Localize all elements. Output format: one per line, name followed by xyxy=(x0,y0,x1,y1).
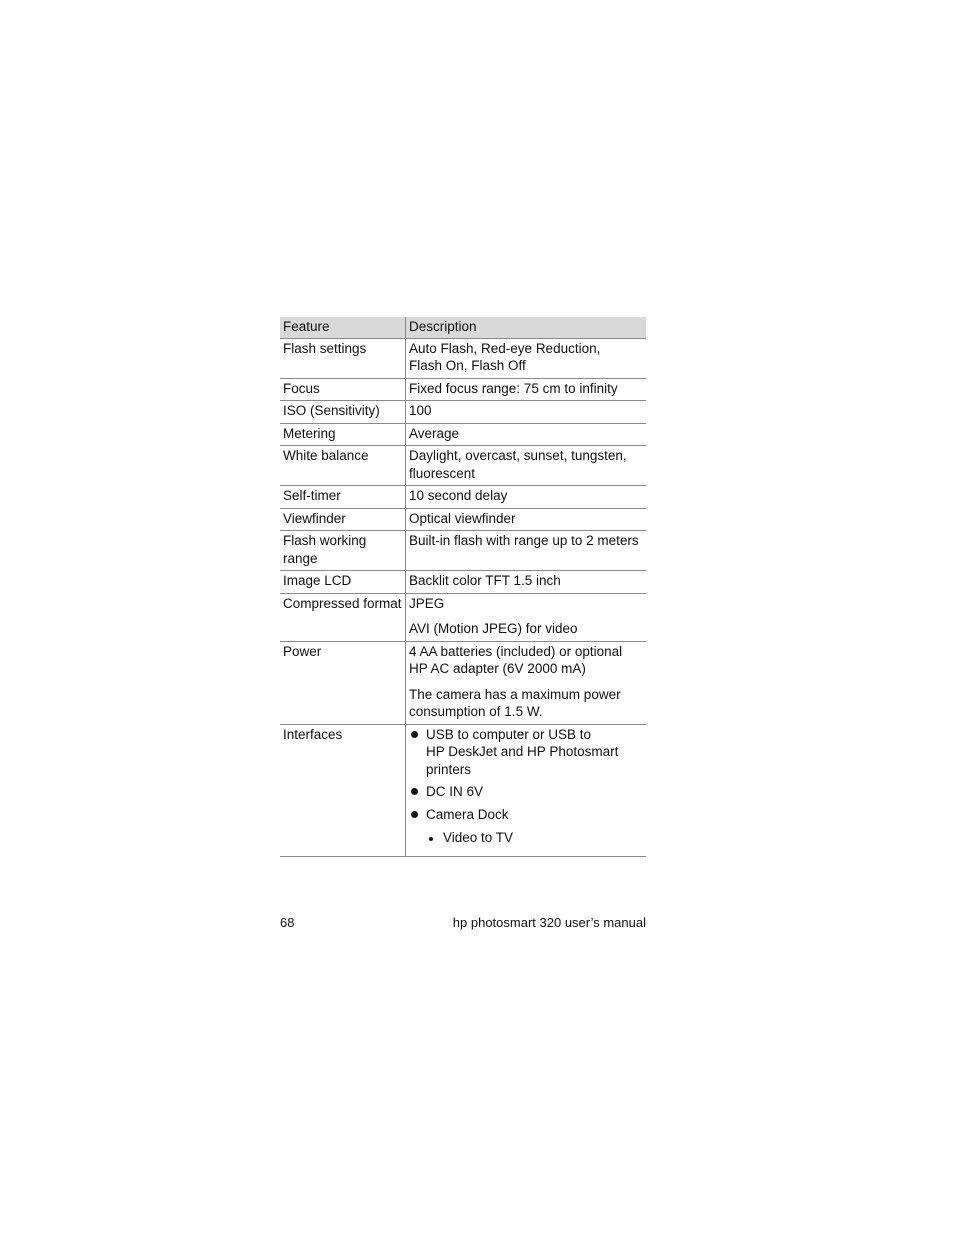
page-number: 68 xyxy=(280,915,295,930)
description-paragraph xyxy=(409,643,643,678)
table-row xyxy=(280,571,646,594)
description-cell xyxy=(406,593,647,641)
description-line: Backlit color TFT 1.5 inch xyxy=(409,573,561,588)
description-line: 100 xyxy=(409,403,432,418)
header-description: Description xyxy=(406,317,647,338)
feature-cell: Power xyxy=(280,641,406,724)
list-item xyxy=(409,806,643,847)
table-header-row xyxy=(280,317,646,338)
description-cell xyxy=(406,571,647,594)
table-row xyxy=(280,378,646,401)
description-cell xyxy=(406,641,647,724)
table-row xyxy=(280,508,646,531)
description-line: 4 AA batteries (included) or optional xyxy=(409,643,623,659)
sub-bullet-icon xyxy=(429,837,433,841)
description-line: Average xyxy=(409,425,460,441)
table-row xyxy=(280,724,646,856)
description-line: fluorescent xyxy=(409,465,476,481)
bullet-line: DC IN 6V xyxy=(426,784,484,799)
description-line: Auto Flash, Red-eye Reduction, xyxy=(409,340,601,356)
description-line: consumption of 1.5 W. xyxy=(409,704,543,719)
list-item xyxy=(426,829,643,847)
bullet-icon xyxy=(411,788,418,795)
bullet-line: USB to computer or USB to xyxy=(426,726,592,742)
table-row xyxy=(280,486,646,509)
description-line: Flash On, Flash Off xyxy=(409,358,526,373)
description-cell xyxy=(406,508,647,531)
bullet-icon xyxy=(411,731,418,738)
table-row xyxy=(280,338,646,378)
table-row xyxy=(280,531,646,571)
feature-cell: Focus xyxy=(280,378,406,401)
feature-cell: Flash working range xyxy=(280,531,406,571)
feature-cell: Flash settings xyxy=(280,338,406,378)
bullet-list xyxy=(409,726,643,847)
bullet-line: printers xyxy=(426,761,472,777)
bullet-line: HP DeskJet and HP Photosmart xyxy=(426,744,619,759)
table-row xyxy=(280,401,646,424)
spec-table xyxy=(280,317,646,857)
feature-cell: Compressed format xyxy=(280,593,406,641)
header-feature: Feature xyxy=(280,317,406,338)
description-line: Daylight, overcast, sunset, tungsten, xyxy=(409,448,627,463)
feature-cell: Self-timer xyxy=(280,486,406,509)
table-row xyxy=(280,446,646,486)
page-footer xyxy=(280,915,646,933)
description-line: 10 second delay xyxy=(409,488,508,503)
feature-cell: ISO (Sensitivity) xyxy=(280,401,406,424)
description-line: Built-in flash with range up to 2 meters xyxy=(409,533,639,548)
description-cell xyxy=(406,446,647,486)
description-line: The camera has a maximum power xyxy=(409,686,621,702)
description-cell xyxy=(406,378,647,401)
table-row xyxy=(280,593,646,641)
description-line: Fixed focus range: 75 cm to infinity xyxy=(409,380,618,396)
manual-title: hp photosmart 320 user’s manual xyxy=(452,915,646,930)
feature-cell: Interfaces xyxy=(280,724,406,856)
feature-cell: Metering xyxy=(280,423,406,446)
description-paragraph xyxy=(409,686,643,721)
description-paragraph: JPEG xyxy=(409,595,445,611)
sub-bullet-line: Video to TV xyxy=(443,830,514,845)
feature-cell: Viewfinder xyxy=(280,508,406,531)
description-cell xyxy=(406,531,647,571)
description-cell xyxy=(406,486,647,509)
description-cell xyxy=(406,338,647,378)
description-paragraph: AVI (Motion JPEG) for video xyxy=(409,621,578,636)
table-row xyxy=(280,423,646,446)
description-cell xyxy=(406,724,647,856)
feature-cell: Image LCD xyxy=(280,571,406,594)
list-item xyxy=(409,783,643,801)
table-row xyxy=(280,641,646,724)
description-cell xyxy=(406,401,647,424)
feature-cell: White balance xyxy=(280,446,406,486)
bullet-line: Camera Dock xyxy=(426,806,509,822)
list-item xyxy=(409,726,643,779)
sub-bullet-list xyxy=(426,829,643,847)
bullet-icon xyxy=(411,811,418,818)
description-line: HP AC adapter (6V 2000 mA) xyxy=(409,661,586,676)
description-line: Optical viewfinder xyxy=(409,510,516,526)
description-cell xyxy=(406,423,647,446)
